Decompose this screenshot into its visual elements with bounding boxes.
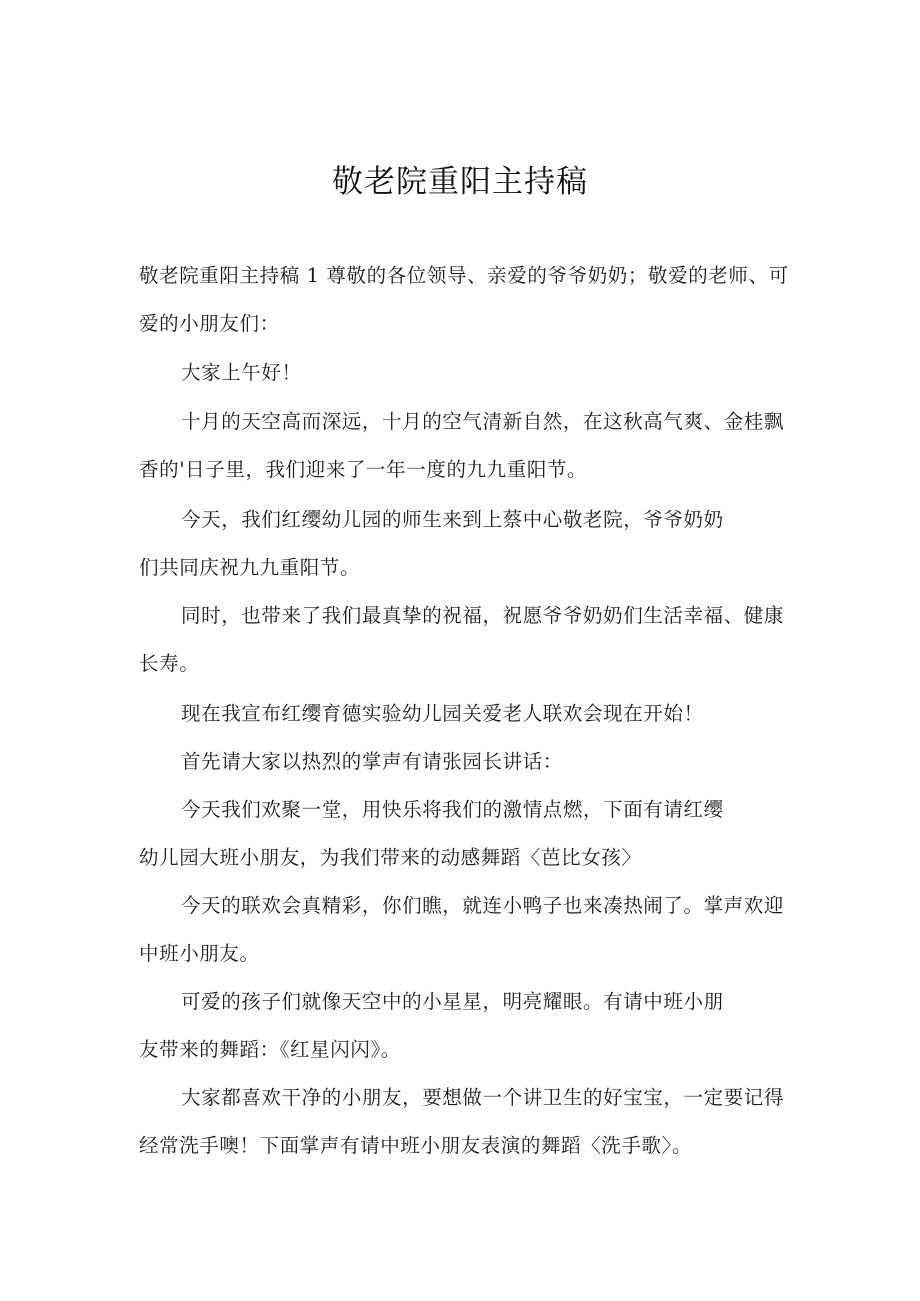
document-title: 敬老院重阳主持稿 <box>332 164 588 200</box>
paragraph-line: 长寿。 <box>139 652 200 675</box>
paragraph-line: 友带来的舞蹈：《红星闪闪》。 <box>139 1038 401 1061</box>
paragraph-line: 今天的联欢会真精彩，你们瞧，就连小鸭子也来凑热闹了。掌声欢迎 <box>181 894 785 917</box>
paragraph-line: 中班小朋友。 <box>139 942 260 965</box>
paragraph-line: 同时，也带来了我们最真挚的祝福，祝愿爷爷奶奶们生活幸福、健康 <box>181 604 785 627</box>
paragraph-line: 今天我们欢聚一堂，用快乐将我们的激情点燃，下面有请红缨 <box>181 798 724 821</box>
paragraph-line: 可爱的孩子们就像天空中的小星星，明亮耀眼。有请中班小朋 <box>181 990 724 1013</box>
paragraph-line: 今天，我们红缨幼儿园的师生来到上蔡中心敬老院，爷爷奶奶 <box>181 508 724 531</box>
paragraph-line: 幼儿园大班小朋友，为我们带来的动感舞蹈〈芭比女孩〉 <box>139 846 642 869</box>
paragraph-line: 们共同庆祝九九重阳节。 <box>139 556 361 579</box>
paragraph-line: 十月的天空高而深远，十月的空气清新自然，在这秋高气爽、金桂飘 <box>181 410 785 433</box>
paragraph-line: 现在我宣布红缨育德实验幼儿园关爱老人联欢会现在开始！ <box>181 702 704 725</box>
paragraph-line: 爱的小朋友们： <box>139 312 280 335</box>
paragraph-line: 大家都喜欢干净的小朋友，要想做一个讲卫生的好宝宝，一定要记得 <box>181 1086 785 1109</box>
paragraph-line: 敬老院重阳主持稿 1 尊敬的各位领导、亲爱的爷爷奶奶；敬爱的老师、可 <box>139 264 789 287</box>
paragraph-line: 首先请大家以热烈的掌声有请张园长讲话： <box>181 750 563 773</box>
paragraph-line: 经常洗手噢！下面掌声有请中班小朋友表演的舞蹈〈洗手歌〉。 <box>139 1134 693 1157</box>
paragraph-line: 香的'日子里，我们迎来了一年一度的九九重阳节。 <box>139 458 588 481</box>
paragraph-line: 大家上午好！ <box>181 361 302 384</box>
